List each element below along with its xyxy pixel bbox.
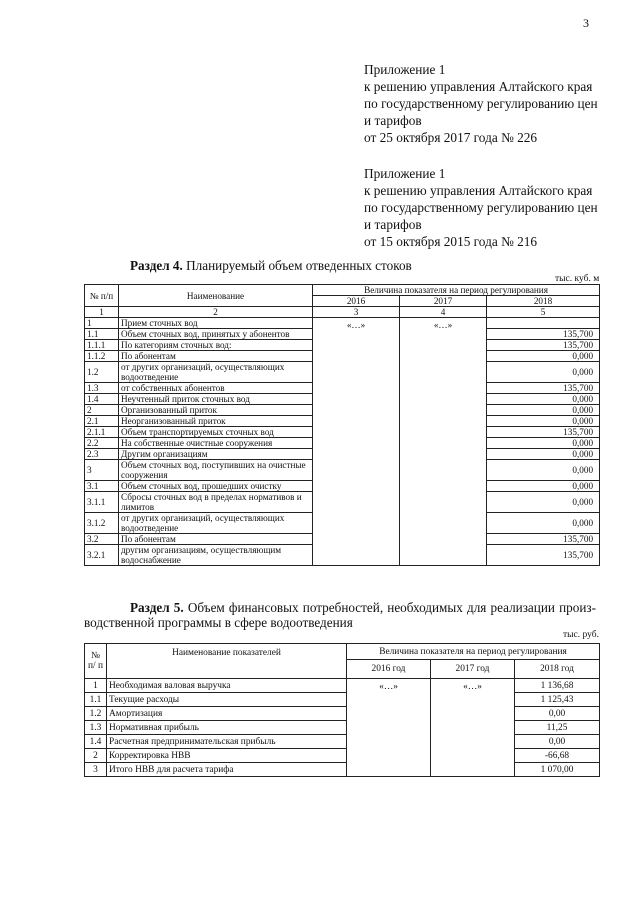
table-row <box>85 721 600 735</box>
col-number: 3 <box>313 307 400 318</box>
appendix-line: и тарифов <box>364 113 422 128</box>
header-name: Наименование показателей <box>107 644 347 679</box>
header-year-2017: 2017 год <box>431 660 515 679</box>
row-value-2018: -66,68 <box>515 749 600 763</box>
row-number: 2 <box>85 749 107 763</box>
section4-table <box>84 284 600 566</box>
row-name: Амортизация <box>107 707 347 721</box>
merged-value-2016: «…» <box>347 679 431 777</box>
row-value-2018: 0,000 <box>487 460 600 481</box>
header-num: № п/ п <box>85 644 107 679</box>
row-value-2018: 0,00 <box>515 735 600 749</box>
row-value-2018: 0,000 <box>487 492 600 513</box>
row-value-2018: 135,700 <box>487 340 600 351</box>
header-year-2016: 2016 <box>313 296 400 307</box>
section4-heading <box>130 258 412 274</box>
row-name: Нормативная прибыль <box>107 721 347 735</box>
row-number: 1.4 <box>85 735 107 749</box>
row-number: 1.2 <box>85 707 107 721</box>
header-year-2018: 2018 год <box>515 660 600 679</box>
table-row <box>85 318 600 329</box>
row-value-2018 <box>487 318 600 329</box>
row-name: Неучтенный приток сточных вод <box>119 394 313 405</box>
section5-title-line1: Объем финансовых потребностей, необходимых для реализации произ- <box>187 600 597 615</box>
row-name: Расчетная предпринимательская прибыль <box>107 735 347 749</box>
row-name: Объем сточных вод, прошедших очистку <box>119 481 313 492</box>
section5-title-line2: водственной программы в сфере водоотведения <box>84 615 353 630</box>
appendix-line: и тарифов <box>364 217 422 232</box>
row-value-2018: 0,000 <box>487 394 600 405</box>
row-name: другим организациям, осуществляющим водоснабжение <box>119 545 313 566</box>
table-row <box>85 749 600 763</box>
row-value-2018: 135,700 <box>487 383 600 394</box>
section5-unit: тыс. руб. <box>563 630 599 640</box>
row-name: Итого НВВ для расчета тарифа <box>107 763 347 777</box>
row-number: 2.1 <box>85 416 119 427</box>
col-number: 2 <box>119 307 313 318</box>
row-value-2018: 1 070,00 <box>515 763 600 777</box>
table-row <box>85 707 600 721</box>
row-name: Сбросы сточных вод в пределах нормативов и лимитов <box>119 492 313 513</box>
row-value-2018: 1 136,68 <box>515 679 600 693</box>
row-number: 3.2.1 <box>85 545 119 566</box>
row-number: 3 <box>85 763 107 777</box>
section4-unit: тыс. куб. м <box>555 274 600 284</box>
row-name: Корректировка НВВ <box>107 749 347 763</box>
header-num: № п/п <box>85 285 119 307</box>
row-value-2018: 135,700 <box>487 329 600 340</box>
row-value-2018: 0,000 <box>487 416 600 427</box>
appendix-header-2017 <box>364 61 598 146</box>
section4-title: Планируемый объем отведенных стоков <box>186 258 412 273</box>
row-number: 1.1 <box>85 329 119 340</box>
row-name: от других организаций, осуществляющих водоотведение <box>119 362 313 383</box>
row-number: 3.1.1 <box>85 492 119 513</box>
appendix-line: к решению управления Алтайского края <box>364 79 593 94</box>
row-value-2018: 0,000 <box>487 405 600 416</box>
section5-heading <box>84 600 596 630</box>
row-number: 1.1.2 <box>85 351 119 362</box>
col-number: 1 <box>85 307 119 318</box>
row-value-2018: 1 125,43 <box>515 693 600 707</box>
row-value-2018: 0,000 <box>487 362 600 383</box>
section4-label: Раздел 4. <box>130 258 183 273</box>
appendix-line: от 15 октября 2015 года № 216 <box>364 234 538 249</box>
row-name: Необходимая валовая выручка <box>107 679 347 693</box>
row-number: 3.1 <box>85 481 119 492</box>
row-number: 1.2 <box>85 362 119 383</box>
row-number: 2.3 <box>85 449 119 460</box>
row-number: 1.3 <box>85 383 119 394</box>
row-value-2018: 0,000 <box>487 449 600 460</box>
appendix-line: к решению управления Алтайского края <box>364 183 593 198</box>
row-name: от собственных абонентов <box>119 383 313 394</box>
row-number: 1.1 <box>85 693 107 707</box>
table-row <box>85 679 600 693</box>
table-row <box>85 763 600 777</box>
header-period: Величина показателя на период регулирования <box>347 644 600 660</box>
table-row <box>85 735 600 749</box>
section5-label: Раздел 5. <box>130 600 184 615</box>
merged-value-2017: «…» <box>400 318 487 566</box>
row-number: 1 <box>85 318 119 329</box>
row-name: Прием сточных вод <box>119 318 313 329</box>
row-number: 3.1.2 <box>85 513 119 534</box>
page-number: 3 <box>583 16 589 30</box>
appendix-line: от 25 октября 2017 года № 226 <box>364 130 538 145</box>
row-name: Текущие расходы <box>107 693 347 707</box>
row-name: По абонентам <box>119 351 313 362</box>
row-value-2018: 135,700 <box>487 545 600 566</box>
merged-value-2017: «…» <box>431 679 515 777</box>
row-name: Объем сточных вод, принятых у абонентов <box>119 329 313 340</box>
row-value-2018: 0,000 <box>487 481 600 492</box>
row-number: 1 <box>85 679 107 693</box>
appendix-header-2015 <box>364 165 598 250</box>
table-row <box>85 693 600 707</box>
col-number: 5 <box>487 307 600 318</box>
row-name: На собственные очистные сооружения <box>119 438 313 449</box>
row-value-2018: 11,25 <box>515 721 600 735</box>
row-name: Неорганизованный приток <box>119 416 313 427</box>
row-name: По абонентам <box>119 534 313 545</box>
row-number: 1.1.1 <box>85 340 119 351</box>
appendix-line: Приложение 1 <box>364 166 446 181</box>
row-value-2018: 0,000 <box>487 438 600 449</box>
section5-table <box>84 643 600 777</box>
row-name: Другим организациям <box>119 449 313 460</box>
row-number: 1.4 <box>85 394 119 405</box>
row-value-2018: 0,00 <box>515 707 600 721</box>
header-name: Наименование <box>119 285 313 307</box>
appendix-line: по государственному регулированию цен <box>364 96 598 111</box>
row-name: Объем сточных вод, поступивших на очистные сооружения <box>119 460 313 481</box>
row-value-2018: 0,000 <box>487 513 600 534</box>
row-name: По категориям сточных вод: <box>119 340 313 351</box>
row-name: Объем транспортируемых сточных вод <box>119 427 313 438</box>
header-period: Величина показателя на период регулирования <box>313 285 600 296</box>
header-year-2016: 2016 год <box>347 660 431 679</box>
row-number: 3 <box>85 460 119 481</box>
appendix-line: Приложение 1 <box>364 62 446 77</box>
header-year-2017: 2017 <box>400 296 487 307</box>
row-name: Организованный приток <box>119 405 313 416</box>
row-value-2018: 135,700 <box>487 427 600 438</box>
merged-value-2016: «…» <box>313 318 400 566</box>
row-value-2018: 135,700 <box>487 534 600 545</box>
row-number: 1.3 <box>85 721 107 735</box>
row-number: 2.1.1 <box>85 427 119 438</box>
header-year-2018: 2018 <box>487 296 600 307</box>
row-number: 3.2 <box>85 534 119 545</box>
appendix-line: по государственному регулированию цен <box>364 200 598 215</box>
row-name: от других организаций, осуществляющих водоотведение <box>119 513 313 534</box>
row-number: 2.2 <box>85 438 119 449</box>
col-number: 4 <box>400 307 487 318</box>
row-value-2018: 0,000 <box>487 351 600 362</box>
row-number: 2 <box>85 405 119 416</box>
